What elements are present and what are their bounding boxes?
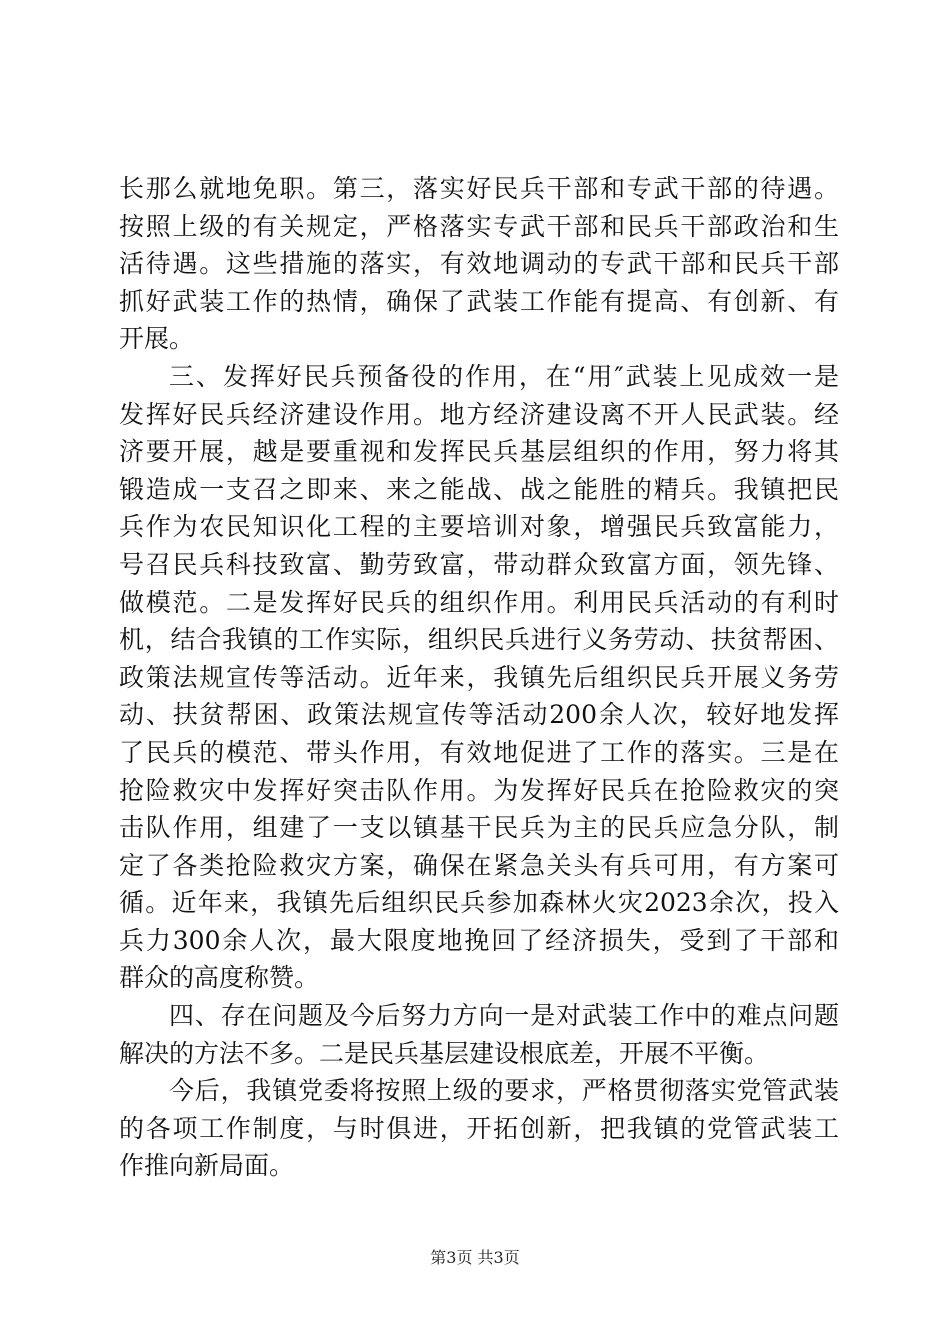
text-line: 济要开展，越是要重视和发挥民兵基层组织的作用，努力将其 — [119, 437, 839, 467]
text-line: 兵力300余人次，最大限度地挽回了经济损失，受到了干部和 — [119, 925, 839, 955]
paragraph-start-line: 今后，我镇党委将按照上级的要求，严格贯彻落实党管武装 — [169, 1076, 839, 1106]
page-number-footer: 第3页 共3页 — [430, 1248, 520, 1267]
text-line: 动、扶贫帮困、政策法规宣传等活动200余人次，较好地发挥 — [119, 700, 839, 730]
text-line: 做模范。二是发挥好民兵的组织作用。利用民兵活动的有利时 — [119, 587, 839, 617]
section-heading-line: 三、发挥好民兵预备役的作用，在“用″武装上见成效一是 — [169, 361, 839, 391]
text-line: 抓好武装工作的热情，确保了武装工作能有提高、有创新、有 — [119, 286, 839, 316]
text-line: 定了各类抢险救灾方案，确保在紧急关头有兵可用，有方案可 — [119, 850, 839, 880]
text-line: 了民兵的模范、带头作用，有效地促进了工作的落实。三是在 — [119, 737, 839, 767]
text-line: 政策法规宣传等活动。近年来，我镇先后组织民兵开展义务劳 — [119, 662, 839, 692]
text-line: 击队作用，组建了一支以镇基干民兵为主的民兵应急分队，制 — [119, 813, 839, 843]
text-line: 机，结合我镇的工作实际，组织民兵进行义务劳动、扶贫帮困、 — [119, 625, 839, 655]
text-line: 作推向新局面。 — [119, 1151, 295, 1181]
text-line: 发挥好民兵经济建设作用。地方经济建设离不开人民武装。经 — [119, 399, 839, 429]
text-line: 按照上级的有关规定，严格落实专武干部和民兵干部政治和生 — [119, 211, 839, 241]
text-line: 解决的方法不多。二是民兵基层建设根底差，开展不平衡。 — [119, 1038, 770, 1068]
text-line: 循。近年来，我镇先后组织民兵参加森林火灾2023余次，投入 — [119, 888, 839, 918]
document-body — [119, 170, 839, 1185]
text-line: 开展。 — [119, 324, 195, 354]
text-line: 活待遇。这些措施的落实，有效地调动的专武干部和民兵干部 — [119, 249, 839, 279]
text-line: 号召民兵科技致富、勤劳致富，带动群众致富方面，领先锋、 — [119, 549, 839, 579]
section-heading-line: 四、存在问题及今后努力方向一是对武装工作中的难点问题 — [169, 1001, 839, 1031]
text-line: 锻造成一支召之即来、来之能战、战之能胜的精兵。我镇把民 — [119, 474, 839, 504]
text-line: 群众的高度称赞。 — [119, 963, 320, 993]
text-line: 抢险救灾中发挥好突击队作用。为发挥好民兵在抢险救灾的突 — [119, 775, 839, 805]
text-line: 长那么就地免职。第三，落实好民兵干部和专武干部的待遇。 — [119, 174, 839, 203]
text-line: 兵作为农民知识化工程的主要培训对象，增强民兵致富能力， — [119, 512, 839, 542]
text-line: 的各项工作制度，与时俱进，开拓创新，把我镇的党管武装工 — [119, 1113, 839, 1143]
